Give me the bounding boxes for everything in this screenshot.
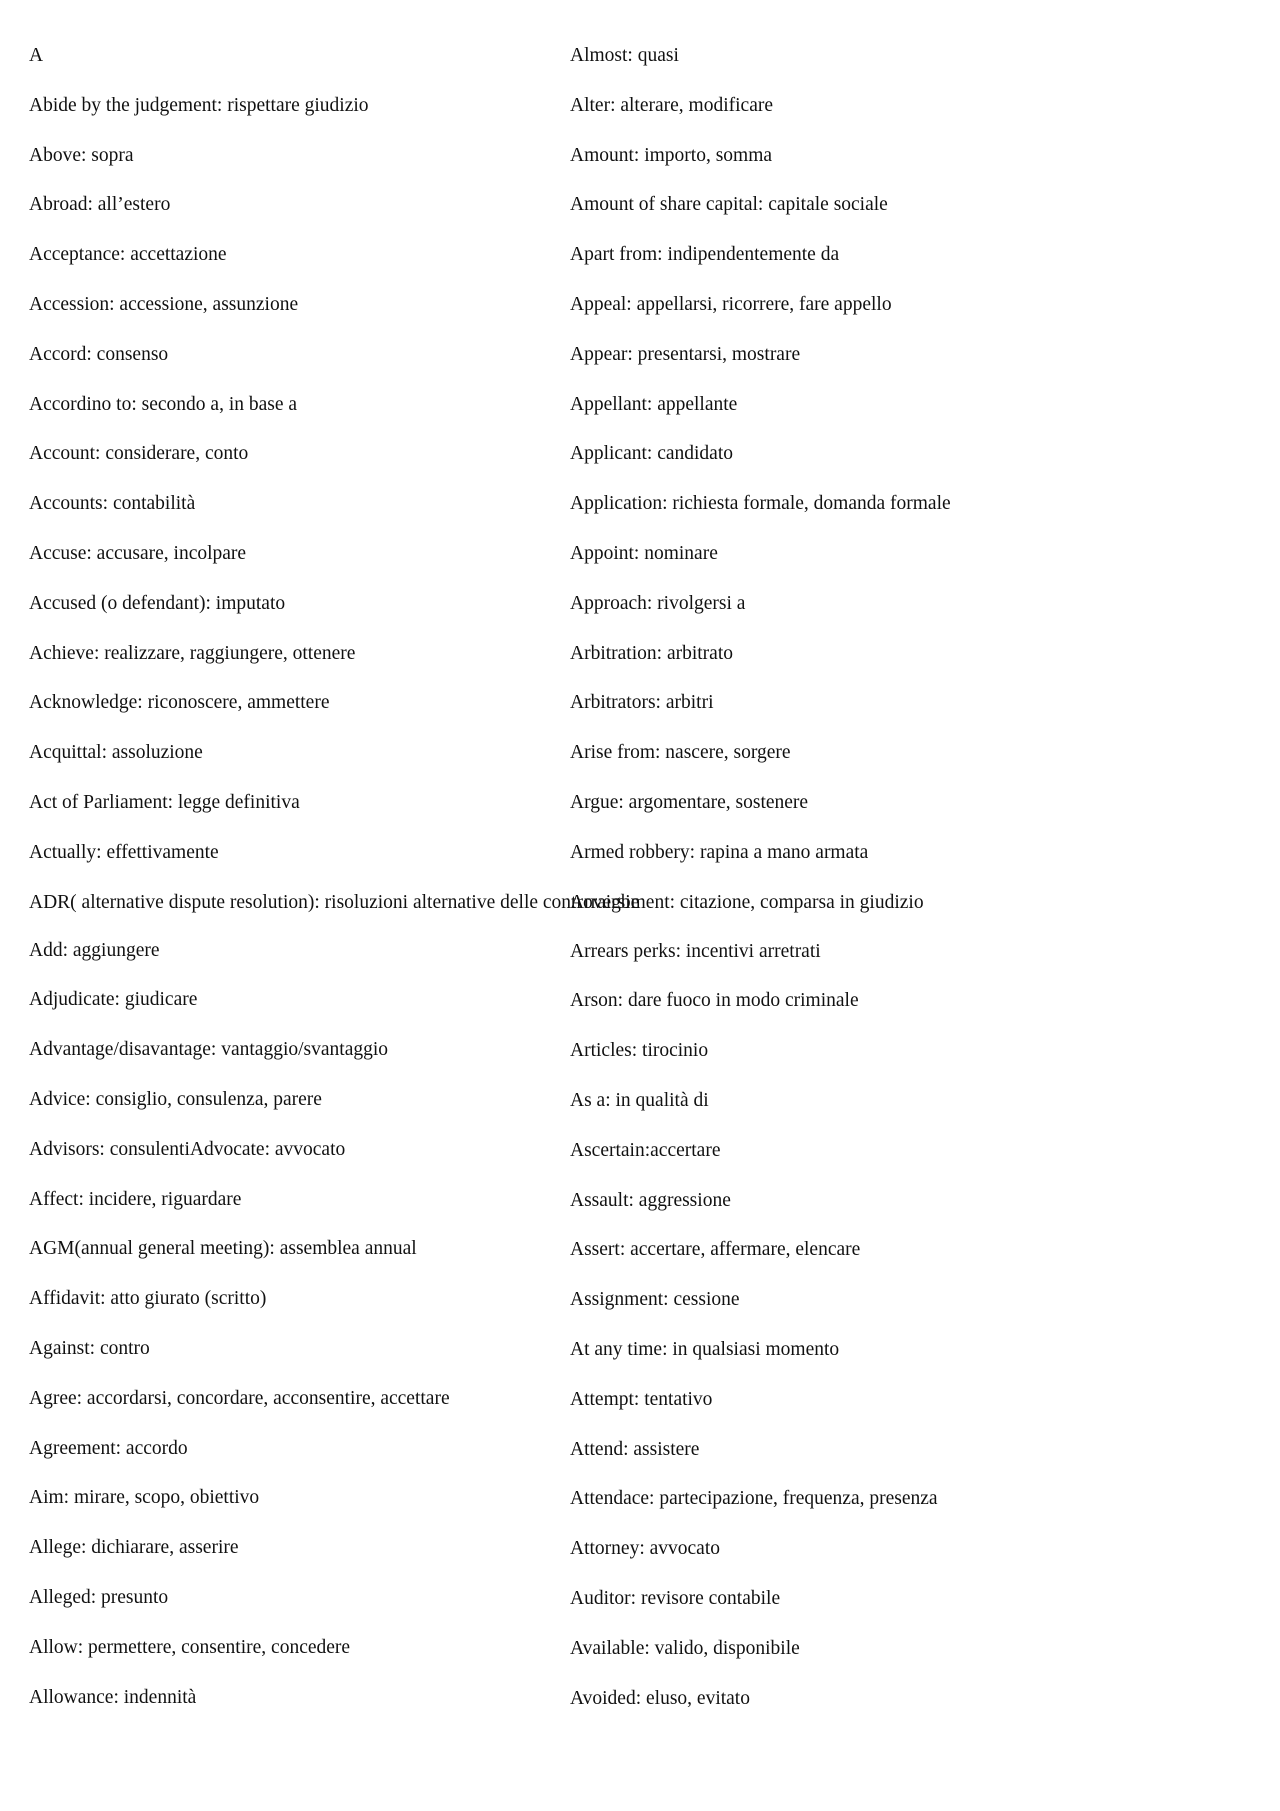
glossary-entry: Abroad: all’estero (29, 194, 171, 216)
glossary-entry: Articles: tirocinio (570, 1040, 709, 1062)
glossary-entry: Appellant: appellante (570, 393, 738, 415)
glossary-entry: Arrears perks: incentivi arretrati (570, 940, 821, 962)
glossary-entry: Applicant: candidato (570, 443, 733, 465)
glossary-entry: Accordino to: secondo a, in base a (29, 393, 298, 415)
glossary-entry: Accused (o defendant): imputato (29, 592, 286, 614)
section-letter-heading: A (29, 45, 44, 66)
glossary-entry: Ascertain:accertare (570, 1139, 721, 1161)
glossary-entry: Account: considerare, conto (29, 443, 249, 465)
glossary-entry: Approach: rivolgersi a (570, 592, 746, 614)
glossary-entry: Aim: mirare, scopo, obiettivo (29, 1487, 260, 1509)
glossary-entry: As a: in qualità di (570, 1089, 709, 1111)
glossary-entry: Arson: dare fuoco in modo criminale (570, 990, 859, 1012)
glossary-entry: Agree: accordarsi, concordare, acconsentire, accettare (29, 1387, 450, 1409)
glossary-entry: Acknowledge: riconoscere, ammettere (29, 692, 330, 714)
glossary-entry: Armed robbery: rapina a mano armata (570, 841, 869, 863)
glossary-entry: Achieve: realizzare, raggiungere, ottenere (29, 642, 356, 664)
glossary-entry: Appear: presentarsi, mostrare (570, 343, 801, 365)
glossary-entry: Attempt: tentativo (570, 1388, 713, 1410)
glossary-entry: Auditor: revisore contabile (570, 1587, 781, 1609)
glossary-entry: Accord: consenso (29, 343, 169, 365)
glossary-entry: Against: contro (29, 1337, 150, 1359)
glossary-entry: At any time: in qualsiasi momento (570, 1338, 840, 1360)
glossary-entry: Advisors: consulentiAdvocate: avvocato (29, 1138, 346, 1160)
glossary-entry: Advantage/disavantage: vantaggio/svantaggio (29, 1039, 389, 1061)
glossary-entry: Assignment: cessione (570, 1289, 740, 1311)
glossary-entry: Avoided: eluso, evitato (570, 1687, 750, 1709)
glossary-entry: Arbitration: arbitrato (570, 642, 733, 664)
glossary-entry: Application: richiesta formale, domanda formale (570, 493, 951, 515)
glossary-entry: Alter: alterare, modificare (570, 94, 774, 116)
glossary-entry: Allow: permettere, consentire, concedere (29, 1636, 351, 1658)
glossary-entry: Amount of share capital: capitale sociale (570, 194, 888, 216)
glossary-entry: Actually: effettivamente (29, 841, 219, 863)
glossary-entry: Arraigbment: citazione, comparsa in giudizio (570, 891, 924, 913)
glossary-entry: Agreement: accordo (29, 1437, 188, 1459)
glossary-entry: Accounts: contabilità (29, 493, 196, 515)
glossary-entry: Assault: aggressione (570, 1189, 731, 1211)
glossary-entry: Available: valido, disponibile (570, 1637, 800, 1659)
glossary-entry: Appeal: appellarsi, ricorrere, fare appello (570, 293, 892, 315)
glossary-entry: Assert: accertare, affermare, elencare (570, 1239, 861, 1261)
glossary-entry: Attendace: partecipazione, frequenza, presenza (570, 1488, 938, 1510)
glossary-entry: AGM(annual general meeting): assemblea annual (29, 1238, 417, 1260)
glossary-entry: Act of Parliament: legge definitiva (29, 791, 300, 813)
glossary-entry: Advice: consiglio, consulenza, parere (29, 1088, 322, 1110)
glossary-entry: Alleged: presunto (29, 1586, 169, 1608)
glossary-entry: Accession: accessione, assunzione (29, 293, 299, 315)
glossary-entry: Add: aggiungere (29, 939, 160, 961)
glossary-entry: Appoint: nominare (570, 542, 718, 564)
glossary-entry: Apart from: indipendentemente da (570, 244, 840, 266)
glossary-column-right (570, 42, 1260, 1734)
glossary-entry: Adjudicate: giudicare (29, 989, 198, 1011)
glossary-entry: Acquittal: assoluzione (29, 742, 203, 764)
glossary-entry: Almost: quasi (570, 45, 679, 66)
glossary-entry: Accuse: accusare, incolpare (29, 542, 247, 564)
glossary-entry: Above: sopra (29, 144, 134, 166)
glossary-entry-adr: ADR( alternative dispute resolution): risoluzioni alternative delle controversie (29, 891, 640, 913)
glossary-entry: Attorney: avvocato (570, 1538, 720, 1560)
glossary-entry: Attend: assistere (570, 1438, 700, 1460)
glossary-entry: Arise from: nascere, sorgere (570, 742, 791, 764)
glossary-entry: Affect: incidere, riguardare (29, 1188, 242, 1210)
glossary-entry: Argue: argomentare, sostenere (570, 791, 809, 813)
glossary-entry: Abide by the judgement: rispettare giudizio (29, 94, 369, 116)
glossary-entry: Arbitrators: arbitri (570, 692, 714, 714)
glossary-entry: Affidavit: atto giurato (scritto) (29, 1288, 267, 1310)
glossary-entry: Acceptance: accettazione (29, 244, 227, 266)
glossary-entry: Allege: dichiarare, asserire (29, 1537, 239, 1559)
glossary-entry: Amount: importo, somma (570, 144, 773, 166)
glossary-entry: Allowance: indennità (29, 1686, 197, 1708)
